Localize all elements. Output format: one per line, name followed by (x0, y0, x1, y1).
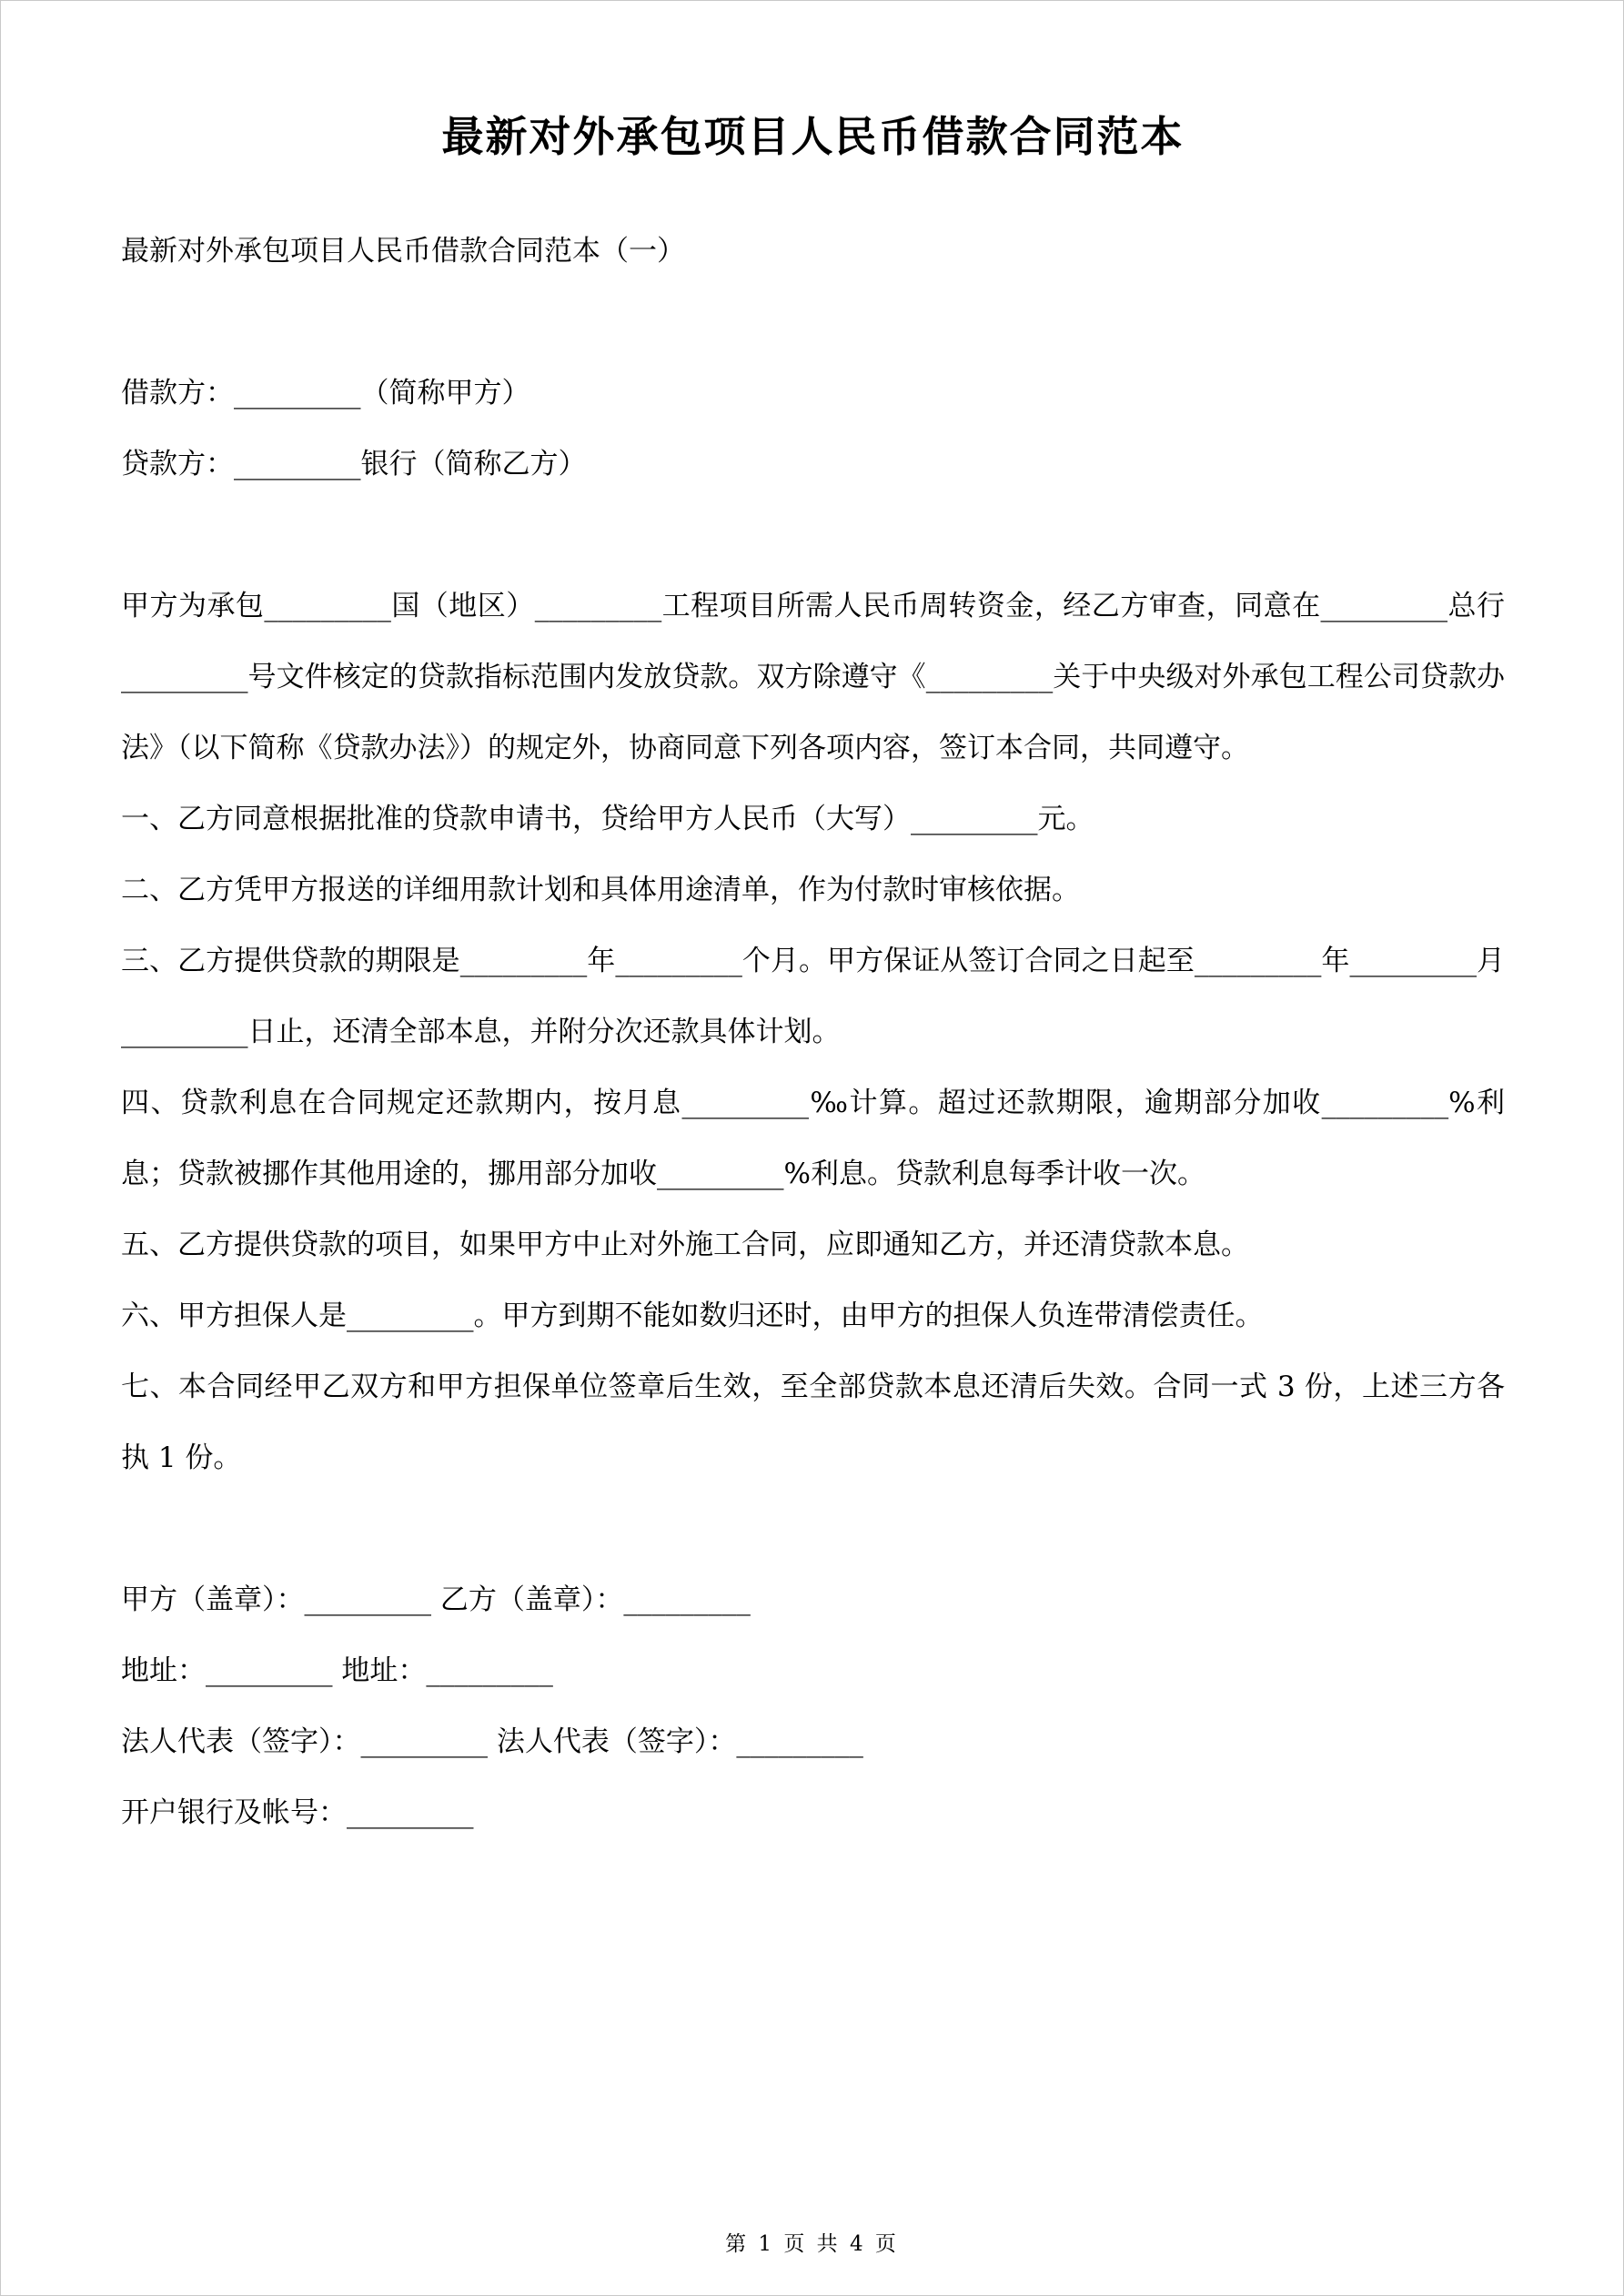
clause-2: 二、乙方凭甲方报送的详细用款计划和具体用途清单，作为付款时审核依据。 (121, 874, 1080, 906)
blank-line (121, 1493, 1505, 1564)
signature-line-bank-account: 开户银行及帐号：_________ (121, 1796, 474, 1829)
blank-line (121, 500, 1505, 571)
blank-line (121, 287, 1505, 358)
document-title: 最新对外承包项目人民币借款合同范本 (441, 112, 1185, 161)
clause-3: 三、乙方提供贷款的期限是_________年_________个月。甲方保证从签订合同之日起至_________年_________月_________日止，还清全部本息，并附分次还款具体计划。 (121, 945, 1505, 1048)
party-line-borrower: 借款方：_________（简称甲方） (121, 377, 530, 410)
document-body (121, 216, 1505, 1848)
document-subtitle: 最新对外承包项目人民币借款合同范本（一） (121, 235, 685, 268)
clause-7: 七、本合同经甲乙双方和甲方担保单位签章后生效，至全部贷款本息还清后失效。合同一式 3 份，上述三方各执 1 份。 (121, 1371, 1505, 1474)
page-footer: 第 1 页 共 4 页 (725, 2232, 899, 2256)
preamble-paragraph: 甲方为承包_________国（地区）_________工程项目所需人民币周转资金，经乙方审查，同意在_________总行_________号文件核定的贷款指标范围内发放贷款。双方除遵守《_________关于中央级对外承包工程公司贷款办法》（以下简称《贷款办法》）的规定外，协商同意下列各项内容，签订本合同，共同遵守。 (121, 590, 1505, 764)
party-line-lender: 贷款方：_________银行（简称乙方） (121, 448, 587, 480)
signature-line-stamp: 甲方（盖章）：_________ 乙方（盖章）：_________ (121, 1583, 751, 1616)
clause-4: 四、贷款利息在合同规定还款期内，按月息_________‰计算。超过还款期限，逾期部分加收_________%利息；贷款被挪作其他用途的，挪用部分加收_________%利息。贷款利息每季计收一次。 (121, 1087, 1505, 1190)
clause-1: 一、乙方同意根据批准的贷款申请书，贷给甲方人民币（大写）_________元。 (121, 803, 1094, 835)
clause-6: 六、甲方担保人是_________。甲方到期不能如数归还时，由甲方的担保人负连带清偿责任。 (121, 1300, 1264, 1332)
signature-line-legal-representative: 法人代表（签字）：_________ 法人代表（签字）：_________ (121, 1725, 863, 1758)
signature-line-address: 地址：_________ 地址：_________ (121, 1654, 553, 1687)
clause-5: 五、乙方提供贷款的项目，如果甲方中止对外施工合同，应即通知乙方，并还清贷款本息。 (121, 1229, 1249, 1261)
